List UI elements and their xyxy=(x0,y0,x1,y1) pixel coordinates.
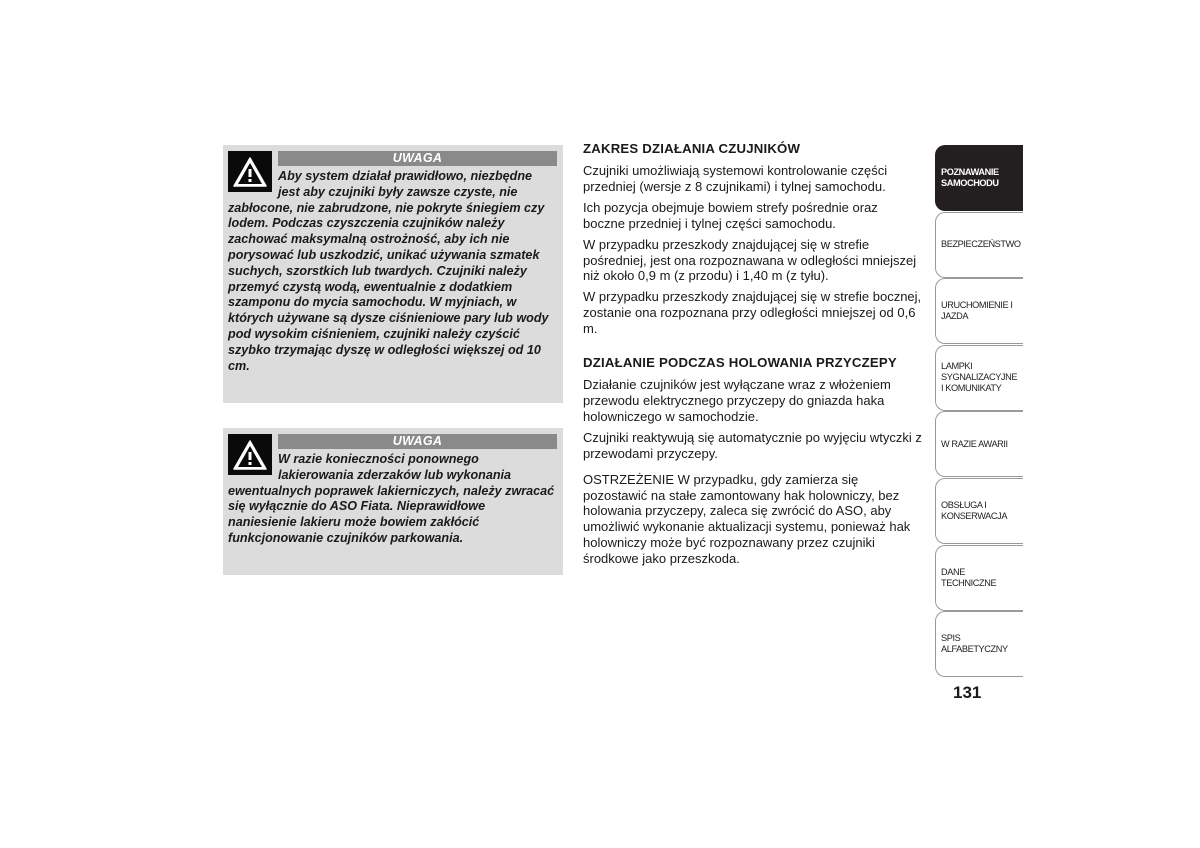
paragraph: W przypadku przeszkody znajdującej się w strefie bocznej, zostanie ona rozpoznana przy odległości mniejszej od 0,6 m. xyxy=(583,289,922,337)
paragraph: OSTRZEŻENIE W przypadku, gdy zamierza się pozostawić na stałe zamontowany hak holowniczy, bez holowania przyczepy, zaleca się zwrócić do ASO, aby umożliwić wykonanie aktualizacji systemu, ponieważ hak holowniczy może być rozpoznawany przez czujniki środkowe jako przeszkoda. xyxy=(583,471,911,567)
paragraph: Działanie czujników jest wyłączane wraz z włożeniem przewodu elektrycznego przyczepy do gniazda haka holowniczego w samochodzie. xyxy=(583,377,891,424)
warning-text: W razie konieczności ponownego lakierowania zderzaków lub wykonania ewentualnych poprawek lakierniczych, należy zwracać się wyłącznie do ASO Fiata. Nieprawidłowe naniesienie lakieru może bowiem zakłócić funkcjonowanie czujników parkowania. xyxy=(228,452,555,545)
warning-box-2 xyxy=(223,428,563,575)
tab-w-razie-awarii[interactable]: W RAZIE AWARII xyxy=(935,411,1023,477)
tab-poznawanie-samochodu[interactable]: POZNAWANIE SAMOCHODU xyxy=(935,145,1023,211)
tab-dane-techniczne[interactable]: DANE TECHNICZNE xyxy=(935,545,1023,611)
paragraph: Czujniki umożliwiają systemowi kontrolowanie części przedniej (wersje z 8 czujnikami) i tylnej samochodu. xyxy=(583,163,888,194)
tab-spis-alfabetyczny[interactable]: SPIS ALFABETYCZNY xyxy=(935,611,1023,677)
main-text-column xyxy=(583,141,923,572)
section-heading: ZAKRES DZIAŁANIA CZUJNIKÓW xyxy=(583,141,801,156)
warning-triangle-icon xyxy=(228,151,272,192)
tab-bezpieczenstwo[interactable]: BEZPIECZEŃSTWO xyxy=(935,212,1023,278)
warning-title: UWAGA xyxy=(278,434,557,449)
warning-text: Aby system działał prawidłowo, niezbędne jest aby czujniki były zawsze czyste, nie zabłocone, nie zabrudzone, nie pokryte śniegiem czy lodem. Podczas czyszczenia czujników należy zachować maksymalną ostrożność, aby ich nie porysować lub uszkodzić, unikać używania szmatek suchych, szorstkich lub twardych. Czujniki należy przemyć czystą wodą, ewentualnie z dodatkiem szamponu do mycia samochodu. W myjniach, w których używane są dysze ciśnieniowe pary lub wody pod wysokim ciśnieniem, czujniki należy czyścić szybko trzymając dyszę w odległości większej od 10 cm. xyxy=(228,169,549,373)
tab-lampki-sygnalizacyjne[interactable]: LAMPKI SYGNALIZACYJNE I KOMUNIKATY xyxy=(935,345,1023,411)
warning-box-1 xyxy=(223,145,563,403)
warning-triangle-icon xyxy=(228,434,272,475)
tab-uruchomienie-i-jazda[interactable]: URUCHOMIENIE I JAZDA xyxy=(935,278,1023,344)
page-number: 131 xyxy=(953,683,982,702)
paragraph: Ich pozycja obejmuje bowiem strefy pośrednie oraz boczne przedniej i tylnej części samochodu. xyxy=(583,199,878,231)
tab-obsluga-i-konserwacja[interactable]: OBSŁUGA I KONSERWACJA xyxy=(935,478,1023,544)
chapter-tabs xyxy=(935,145,1023,678)
section-heading: DZIAŁANIE PODCZAS HOLOWANIA PRZYCZEPY xyxy=(583,355,897,371)
paragraph: Czujniki reaktywują się automatycznie po wyjęciu wtyczki z przewodami przyczepy. xyxy=(583,429,922,461)
warning-title: UWAGA xyxy=(278,151,557,166)
paragraph: W przypadku przeszkody znajdującej się w strefie pośredniej, jest ona rozpoznawana w odległości mniejszej niż około 0,9 m (z przodu) i 1,40 m (z tyłu). xyxy=(583,236,917,284)
